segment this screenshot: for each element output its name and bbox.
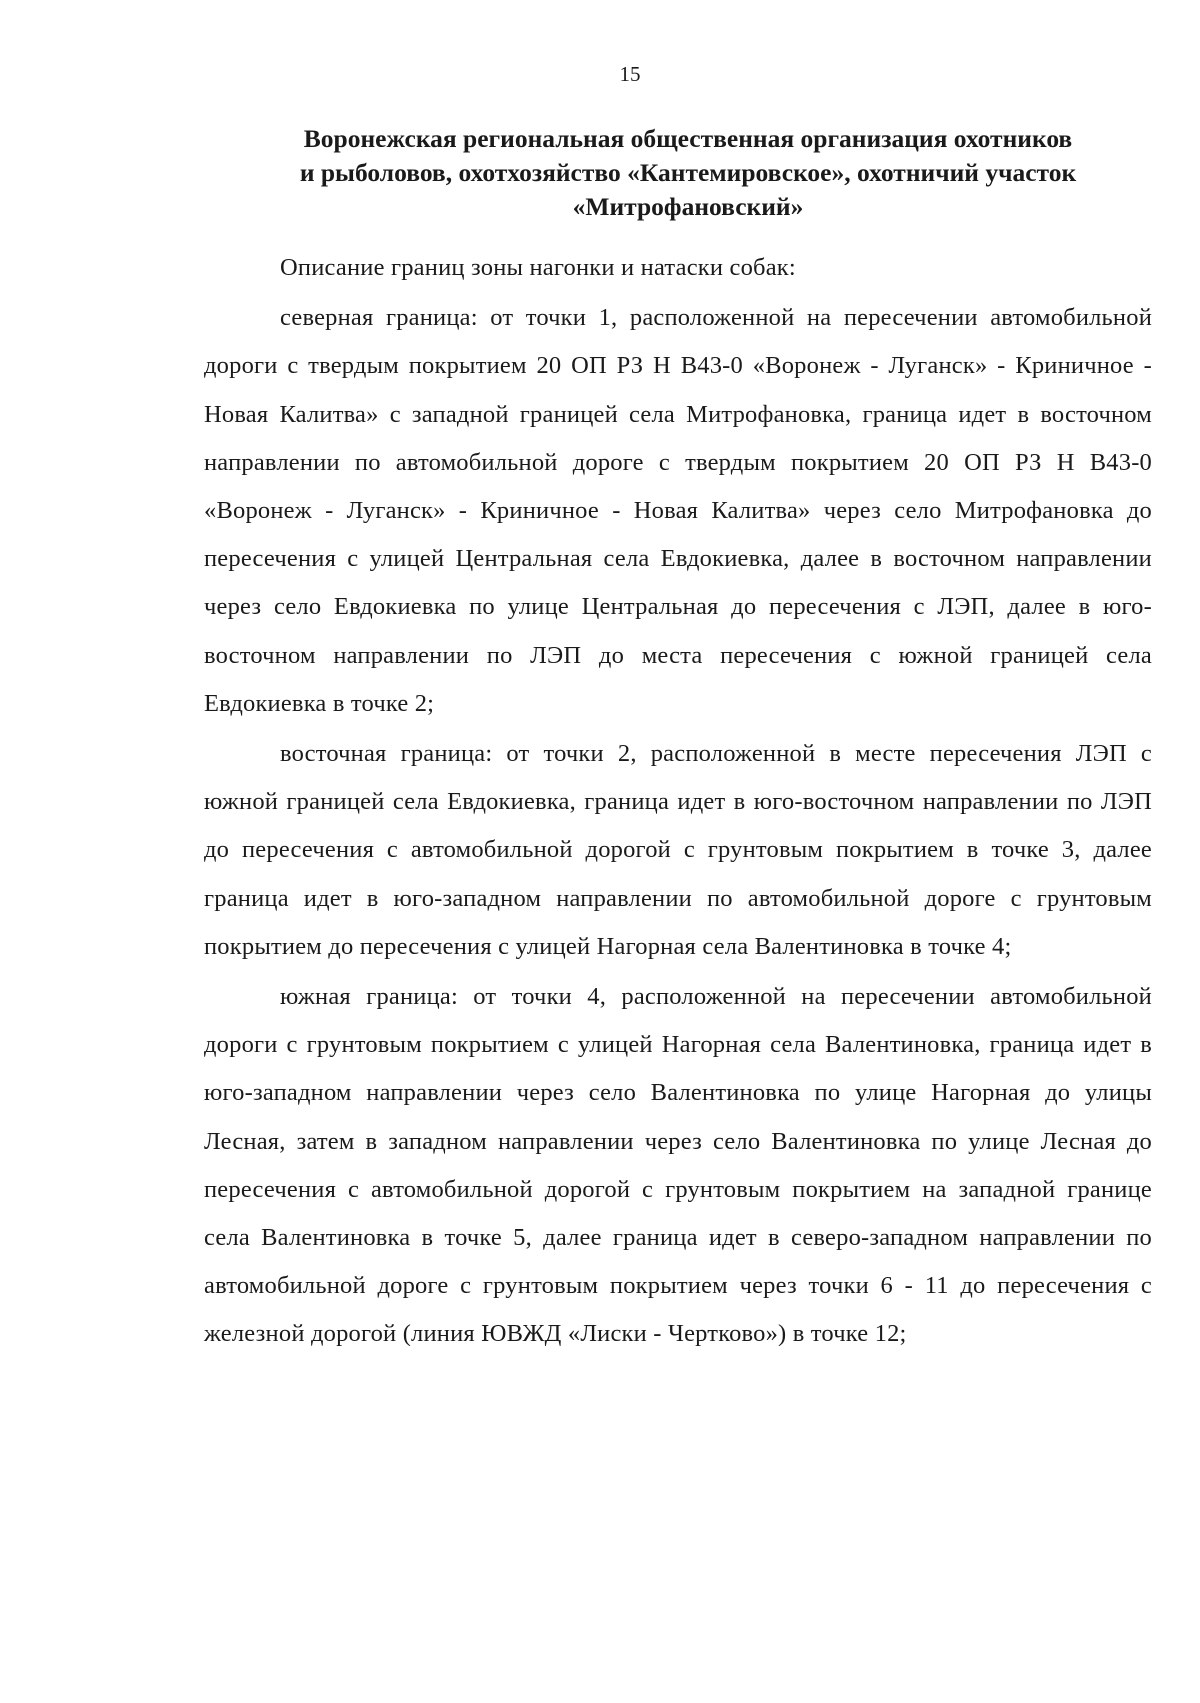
document-title [248, 122, 1128, 224]
title-line: «Митрофановский» [572, 192, 804, 221]
east-boundary-paragraph: восточная граница: от точки 2, расположенной в месте пересечения ЛЭП с южной границей села Евдокиевка, граница идет в юго-восточном направлении по ЛЭП до пересечения с автомобильной дорогой с грунтовым покрытием в точке 3, далее граница идет в юго-западном направлении по автомобильной дороге с грунтовым покрытием до пересечения с улицей Нагорная села Валентиновка в точке 4; [204, 740, 1152, 960]
intro-paragraph: Описание границ зоны нагонки и натаски собак: [280, 254, 796, 281]
page-number: 15 [619, 62, 641, 86]
document-body [204, 244, 1152, 1359]
title-line: и рыболовов, охотхозяйство «Кантемировское», охотничий участок [299, 158, 1077, 187]
south-boundary-paragraph: южная граница: от точки 4, расположенной на пересечении автомобильной дороги с грунтовым покрытием с улицей Нагорная села Валентиновка, граница идет в юго-западном направлении через село Валентиновка по улице Нагорная до улицы Лесная, затем в западном направлении через село Валентиновка по улице Лесная до пересечения с автомобильной дорогой с грунтовым покрытием на западной границе села Валентиновка в точке 5, далее граница идет в северо-западном направлении по автомобильной дороге с грунтовым покрытием через точки 6 - 11 до пересечения с железной дорогой (линия ЮВЖД «Лиски - Чертково») в точке 12; [204, 983, 1152, 1348]
north-boundary-paragraph: северная граница: от точки 1, расположенной на пересечении автомобильной дороги с твердым покрытием 20 ОП РЗ Н В43-0 «Воронеж - Луганск» - Криничное - Новая Калитва» с западной границей села Митрофановка, граница идет в восточном направлении по автомобильной дороге с твердым покрытием 20 ОП РЗ Н В43-0 «Воронеж - Луганск» - Криничное - Новая Калитва» через село Митрофановка до пересечения с улицей Центральная села Евдокиевка, далее в восточном направлении через село Евдокиевка по улице Центральная до пересечения с ЛЭП, далее в юго-восточном направлении по ЛЭП до места пересечения с южной границей села Евдокиевка в точке 2; [204, 304, 1152, 717]
title-line: Воронежская региональная общественная организация охотников [303, 124, 1073, 153]
